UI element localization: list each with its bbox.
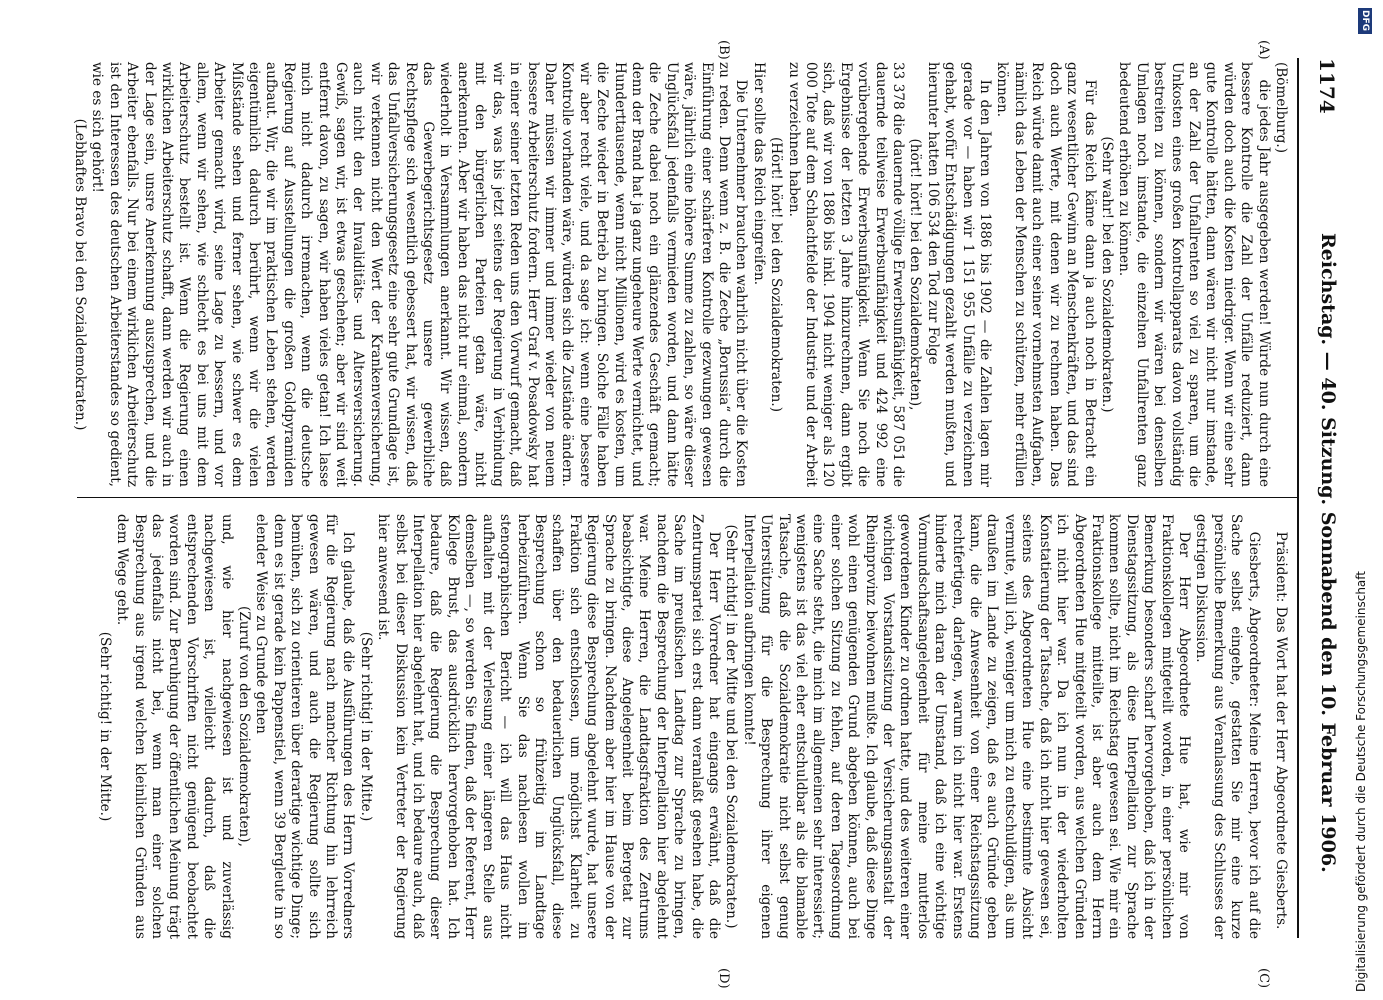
- speech-opening: Giesberts, Abgeordneter: Meine Herren, bevor ich auf die Sache selbst eingehe, gestatten Sie mir eine kurze persönliche Bemerkung aus Veranlassung des Schlusses der gestrigen Diskussion.: [1193, 514, 1262, 939]
- page-number: 1174: [1315, 58, 1339, 114]
- interjection: (Lebhaftes Bravo bei den Sozialdemokraten.): [71, 118, 88, 431]
- interjection: (Sehr richtig! in der Mitte und bei den Sozialdemokraten.): [723, 524, 740, 929]
- margin-letter-b: (B): [716, 40, 731, 60]
- funding-notice: Digitalisierung gefördert durch die Deutsche Forschungsgemeinschaft: [1354, 570, 1368, 992]
- presiding-statement: Präsident: Das Wort hat der Herr Abgeordnete Giesberts.: [1273, 531, 1289, 930]
- paragraph: 33 378 die dauernde völlige Erwerbsunfähigkeit, 587 051 die dauernde teilweise Erwerbsunfähigkeit und 424 992 eine vorübergehende Erwerbsunfähigkeit. Wenn Sie noch die Ergebnisse der letzten 3 Jahre hinzurechnen, dann ergibt sich, daß wir von 1886 bis inkl. 1904 nicht weniger als 120 000 Tote auf dem Schlachtfelde der Industrie und der Arbeit zu verzeichnen haben.: [785, 62, 907, 487]
- paragraph: Für das Reich käme dann ja auch noch in Betracht ein ganz wesentlicher Gewinn an Menschenkräften, und das sind doch auch Werte, mit denen wir zu rechnen haben. Das Reich würde damit auch einer seiner vornehmsten Aufgaben, nämlich das Leben der Menschen zu schützen, mehr erfüllen können.: [994, 62, 1098, 487]
- paragraph: Der Herr Vorredner hat eingangs erwähnt, daß die Zentrumspartei sich erst dann veranlaßt gesehen habe, die Sache im preußischen Landtag zur Sprache zu bringen, nachdem die Besprechung der Interpellation hier abgelehnt war. Meine Herren, die Landtagsfraktion des Zentrums beabsichtigte, diese Angelegenheit beim Bergetat zur Sprache zu bringen. Nachdem aber hier im Hause von der Regierung diese Besprechung abgelehnt wurde, hat unsere Fraktion sich entschlossen, um möglichst Klarheit zu schaffen über den bedauerlichen Unglücksfall, diese Besprechung schon so frühzeitig im Landtage herbeizuführen. Wenn Sie das nachlesen wollen im stenographischen Bericht — ich will das Haus nicht aufhalten mit der Verlesung einer längeren Stelle aus demselben —, so werden Sie finden, daß der Referent, Herr Kollege Brust, das ausdrücklich hervorgehoben hat. Ich bedaure, daß die Regierung die Besprechung dieser Interpellation hier abgelehnt hat, und ich bedaure auch, daß selbst bei dieser Diskussion kein Vertreter der Regierung hier anwesend ist.: [375, 514, 722, 939]
- margin-letter-a: (A): [1256, 40, 1271, 60]
- right-column: [95, 514, 1289, 939]
- interjection: (Sehr wahr! bei den Sozialdemokraten.): [1098, 136, 1115, 413]
- interjection: (Hört! hört! bei den Sozialdemokraten.): [768, 136, 785, 412]
- interjection: (Sehr richtig! in der Mitte.): [96, 631, 113, 822]
- margin-letter-c: (C): [1256, 968, 1271, 989]
- interjection: (Sehr richtig! in der Mitte.): [357, 631, 374, 822]
- speaker-note: (Bömelburg.): [1273, 62, 1289, 154]
- dfg-logo: DFG: [1358, 8, 1372, 34]
- paragraph: Der Herr Abgeordnete Hue hat, wie mir von Fraktionskollegen mitgeteilt worden, in einer persönlichen Bemerkung besonders scharf hervorgehoben, daß ich in der Dienstagssitzung, als diese Interpellation zur Sprache kommen sollte, nicht im Reichstag gewesen sei. Wie mir ein Fraktionskollege mitteilte, ist aber auch dem Herrn Abgeordneten Hue mitgeteilt worden, aus welchen Gründen ich nicht hier war. Da ich nun in der wiederholten Konstatierung der Tatsache, daß ich nicht hier gewesen sei, seitens des Abgeordneten Hue eine bestimmte Absicht vermute, will ich, weniger um mich zu entschuldigen, als um draußen im Lande zu zeigen, daß es auch Gründe geben kann, die die Anwesenheit von einer Reichstagssitzung rechtfertigen, darlegen, warum ich nicht hier war. Erstens hinderte mich daran der Umstand, daß ich eine wichtige Vormundschaftsangelegenheit für meine mutterlos gewordenen Kinder zu ordnen hatte, und des weiteren einer wichtigen Vorstandssitzung der Versicherungsanstalt der Rheinprovinz beiwohnen mußte. Ich glaube, daß diese Dinge wohl einen genügenden Grund abgeben können, auch bei einer solchen Sitzung zu fehlen, auf deren Tagesordnung eine Sache steht, die mich im allgemeinen sehr interessiert; wenigstens ist das viel eher entschuldbar als die blamable Tatsache, daß die Sozialdemokratie nicht selbst genug Unterstützung für die Besprechung ihrer eigenen Interpellation aufbringen konnte!: [740, 514, 1192, 939]
- paragraph: Ich glaube, daß die Ausführungen des Herrn Vorredners für die Regierung nach mancher Richtung hin lehrreich gewesen wären, und auch die Regierung sollte sich bemühen, sich zu orientieren über derartige wichtige Dinge; denn es ist gerade kein Pappenstiel, wenn 39 Bergleute in so elender Weise zu Grunde gehen: [253, 514, 357, 939]
- paragraph: und, wie hier nachgewiesen ist und zuverlässig nachgewiesen ist, vielleicht dadurch, daß die entsprechenden Vorschriften nicht genügend beobachtet worden sind. Zur Beruhigung der öffentlichen Meinung trägt das jedenfalls nicht bei, wenn man einer solchen Besprechung aus irgend welchen kleinlichen Gründen aus dem Wege geht.: [114, 514, 235, 939]
- paragraph: die jedes Jahr ausgegeben werden! Würde nun durch eine bessere Kontrolle die Zahl der Unfälle reduziert, dann würden doch auch die Kosten niedriger. Wenn wir eine sehr gute Kontrolle hätten, dann wären wir nicht nur imstande, an der Zahl der Unfallrenten so viel zu sparen, um die Unkosten eines großen Kontrollapparats davon vollständig bestreiten zu können, sondern wir wären bei denselben Umlagen noch imstande, die einzelnen Unfallrenten ganz bedeutend erhöhen zu können.: [1116, 62, 1272, 487]
- header-rule: [1297, 58, 1299, 938]
- interjection: (Zuruf von den Sozialdemokraten),: [236, 606, 253, 847]
- column-divider: [77, 497, 1297, 498]
- digitization-stamp: [1346, 8, 1376, 992]
- running-head: [1303, 58, 1343, 938]
- paragraph: Die Unternehmer brauchen wahrlich nicht über die Kosten zu reden. Denn wenn z. B. die Zeche „Borussia“ durch die Einführung einer schärferen Kontrolle gezwungen gewesen wäre, jährlich eine höhere Summe zu zahlen, so wäre dieser Unglücksfall jedenfalls vermieden worden, und dann hätte die Zeche dabei noch ein glänzendes Geschäft gemacht; denn der Brand hat ja ganz ungeheure Werte vernichtet, und Hunderttausende, wenn nicht Millionen, wird es kosten, um die Zeche wieder in Betrieb zu bringen. Solche Fälle haben wir aber recht viele, und da sage ich: wenn eine bessere Kontrolle vorhanden wäre, würden sich die Zustände ändern. Daher müssen wir immer und immer wieder von neuem bessere Arbeiterschutz fordern. Herr Graf v. Posadowsky hat in einer seiner letzten Reden uns den Vorwurf gemacht, daß wir das, was bis jetzt seitens der Regierung in Verbindung mit den bürgerlichen Parteien getan wäre, nicht anerkennten. Aber wir haben das nicht nur einmal, sondern wiederholt in Versammlungen anerkannt. Wir wissen, daß das Gewerbegerichtsgesetz unsere gewerbliche Rechtspflege sich wesentlich gebessert hat, wir wissen, daß das Unfallversicherungsgesetz eine sehr gute Grundlage ist, wir verkennen nicht den Wert der Krankenversicherung, auch nicht den der Invaliditäts- und Altersversicherung. Gewiß, sagen wir, ist etwas geschehen; aber wir sind weit entfernt davon, zu sagen, wir haben vieles getan! Ich lasse mich nicht dadurch irremachen, wenn die deutsche Regierung auf Ausstellungen die großen Goldpyramiden aufbaut. Wir, die wir im praktischen Leben stehen, werden eigentümlich dadurch berührt, wenn wir die vielen Mißstände sehen und ferner sehen, wie schwer es dem Arbeiter gemacht wird, seine Lage zu bessern, und vor allem, wenn wir sehen, wie schlecht es bei uns mit dem Arbeiterschutz bestellt ist. Wenn die Regierung einen wirklichen Arbeiterschutz schafft, dann werden wir auch in der Lage sein, unsre Anerkennung auszusprechen, und die Arbeiter ebenfalls. Nur bei einem wirklichen Arbeiterschutz ist den Interessen des deutschen Arbeiterstandes so gedient, wie es sich gehört!: [89, 62, 750, 487]
- margin-letter-d: (D): [716, 968, 731, 989]
- interjection: (hört! hört! bei den Sozialdemokraten),: [907, 138, 924, 411]
- paragraph: In den Jahren von 1886 bis 1902 — die Zahlen lagen mir gerade vor — haben wir 1 151 955 Unfälle zu verzeichnen gehabt, wofür Entschädigungen gezahlt werden mußten, und hierunter hatten 106 534 den Tod zur Folge: [924, 62, 994, 487]
- left-column: [71, 62, 1289, 487]
- running-title: Reichstag. — 40. Sitzung. Sonnabend den 10. Februar 1906.: [1317, 233, 1339, 873]
- paragraph: Hier sollte das Reich eingreifen.: [750, 62, 767, 286]
